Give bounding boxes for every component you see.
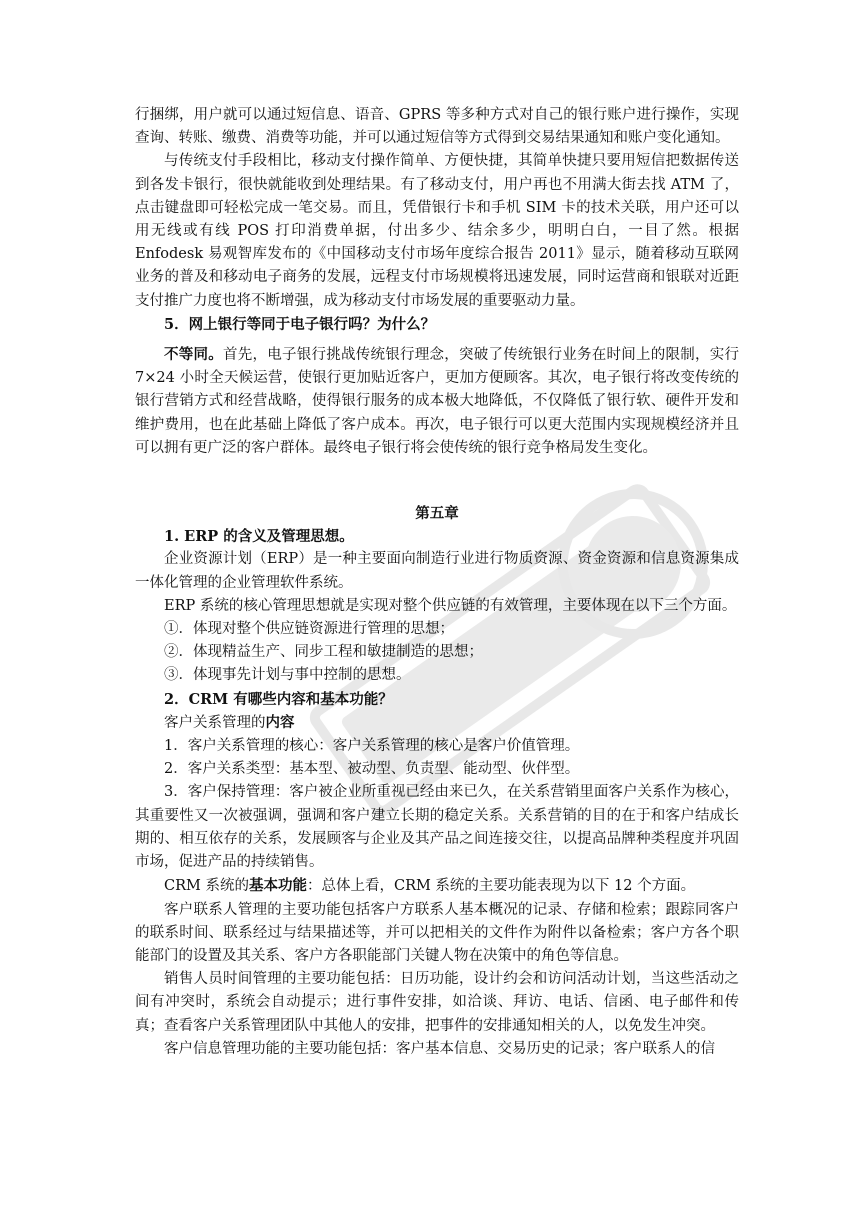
chapter-title: 第五章 [415, 505, 459, 523]
bold-text: 基本功能 [248, 877, 307, 895]
list-item: ①．体现对整个供应链资源进行管理的思想； [164, 621, 454, 638]
text: 客户关系管理的 [164, 714, 266, 731]
paragraph: ERP 系统的核心管理思想就是实现对整个供应链的有效管理，主要体现在以下三个方面。 [164, 597, 737, 614]
text: CRM 系统的 [164, 878, 249, 895]
paragraph: 3．客户保持管理：客户被企业所重视已经由来已久，在关系营销里面客户关系作为核心，其重要性又一次被强调，强调和客户建立长期的稳定关系。关系营销的目的在于和客户结成长期的、相互依存的关系，发展顾客与企业及其产品之间连接交往，以提高品牌种类程度并巩固市场，促进产品的持续销售。 [135, 784, 739, 871]
paragraph [135, 343, 739, 460]
list-item: ②．体现精益生产、同步工程和敏捷制造的思想； [164, 644, 483, 661]
paragraph: 企业资源计划（ERP）是一种主要面向制造行业进行物质资源、资金资源和信息资源集成一体化管理的企业管理软件系统。 [135, 551, 739, 591]
paragraph: 行捆绑，用户就可以通过短信息、语音、GPRS 等多种方式对自己的银行账户进行操作，实现查询、转账、缴费、消费等功能，并可以通过短信等方式得到交易结果通知和账户变化通知。 [135, 107, 739, 147]
answer-text: 首先，电子银行挑战传统银行理念，突破了传统银行业务在时间上的限制，实行 7×24 小时全天候运营，使银行更加贴近客户，更加方便顾客。其次，电子银行将改变传统的银行营销方式和经营战略，使得银行服务的成本极大地降低，不仅降低了银行软、硬件开发和维护费用，也在此基础上降低了客户成本。再次，电子银行可以更大范围内实现规模经济并且可以拥有更广泛的客户群体。最终电子银行将会使传统的银行竞争格局发生变化。 [135, 347, 739, 456]
answer-lead: 不等同。 [164, 346, 223, 364]
question-heading: 5．网上银行等同于电子银行吗？为什么？ [164, 315, 436, 333]
bold-text: 内容 [265, 713, 295, 731]
paragraph: 2．客户关系类型：基本型、被动型、负责型、能动型、伙伴型。 [164, 761, 580, 778]
paragraph: 客户联系人管理的主要功能包括客户方联系人基本概况的记录、存储和检索；跟踪同客户的联系时间、联系经过与结果描述等，并可以把相关的文件作为附件以备检索；客户方各个职能部门的设置及其关系、客户方各职能部门关键人物在决策中的角色等信息。 [135, 901, 739, 964]
question-heading: 2．CRM 有哪些内容和基本功能？ [164, 690, 393, 708]
paragraph: 1．客户关系管理的核心：客户关系管理的核心是客户价值管理。 [164, 738, 580, 755]
paragraph: 客户信息管理功能的主要功能包括：客户基本信息、交易历史的记录；客户联系人的信 [164, 1040, 715, 1057]
paragraph: 销售人员时间管理的主要功能包括：日历功能，设计约会和访问活动计划，当这些活动之间有冲突时，系统会自动提示；进行事件安排，如洽谈、拜访、电话、信函、电子邮件和传真；查看客户关系管理团队中其他人的安排，把事件的安排通知相关的人，以免发生冲突。 [135, 971, 739, 1034]
main-content [135, 104, 739, 1061]
text: ：总体上看，CRM 系统的主要功能表现为以下 12 个方面。 [306, 878, 696, 895]
question-heading: 1. ERP 的含义及管理思想。 [164, 528, 354, 546]
list-item: ③．体现事先计划与事中控制的思想。 [164, 667, 411, 684]
paragraph: 与传统支付手段相比，移动支付操作简单、方便快捷，其简单快捷只要用短信把数据传送到各发卡银行，很快就能收到处理结果。有了移动支付，用户再也不用满大街去找 ATM 了，点击键盘即可轻松完成一笔交易。而且，凭借银行卡和手机 SIM 卡的技术关联，用户还可以用无线或有线 POS 打印消费单据，付出多少、结余多少，明明白白，一目了然。根据 Enfodesk 易观智库发布的《中国移动支付市场年度综合报告 2011》显示，随着移动互联网业务的普及和移动电子商务的发展，远程支付市场规模将迅速发展，同时运营商和银联对近距支付推广力度也将不断增强，成为移动支付市场发展的重要驱动力量。 [135, 153, 739, 309]
paragraph [135, 874, 739, 898]
paragraph [135, 711, 739, 735]
